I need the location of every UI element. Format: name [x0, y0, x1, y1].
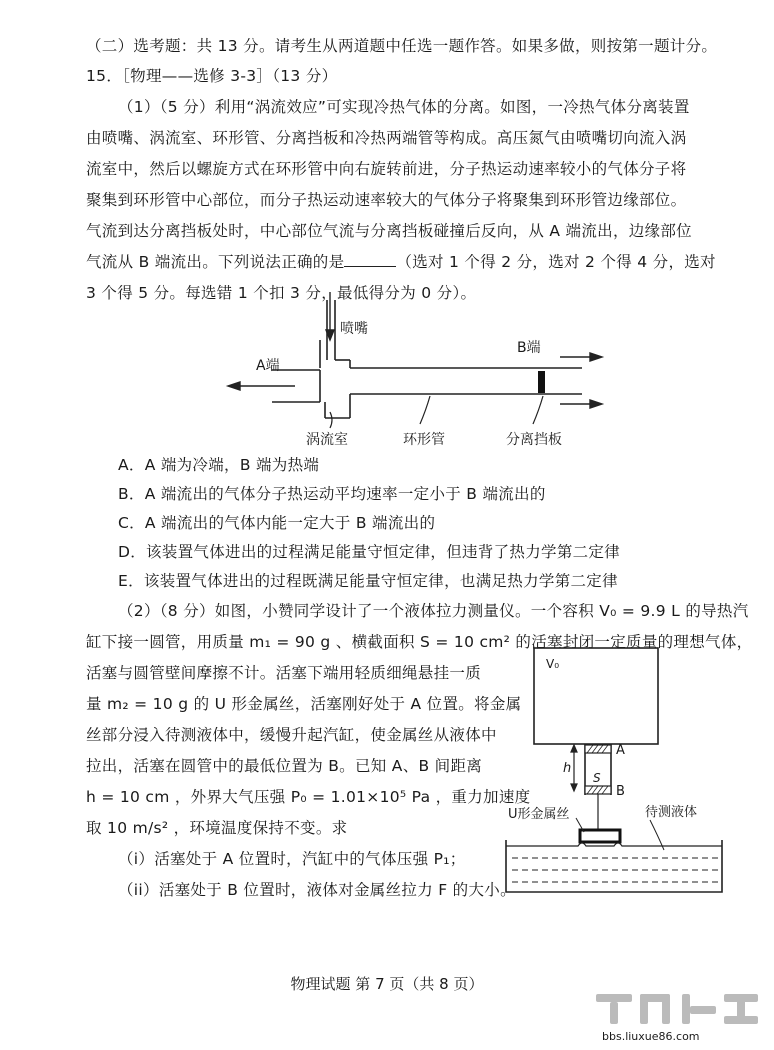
label-s: S — [593, 771, 601, 785]
page-footer: 物理试题 第 7 页（共 8 页） — [290, 975, 484, 993]
part2-line-6: 拉出，活塞在圆管中的最低位置为 B。已知 A、B 间距离 — [86, 757, 483, 775]
option-d: D．该装置气体进出的过程满足能量守恒定律，但违背了热力学第二定律 — [118, 543, 621, 561]
part1-line-3: 流室中，然后以螺旋方式在环形管中向右旋转前进，分子热运动速率较小的气体分子将 — [86, 160, 687, 178]
part1-line-6-b: （选对 1 个得 2 分，选对 2 个得 4 分，选对 — [396, 253, 716, 271]
part1-line-6-a: 气流从 B 端流出。下列说法正确的是 — [86, 253, 345, 271]
label-h: h — [563, 761, 572, 776]
label-a-end: A端 — [256, 358, 280, 374]
part1-line-1: （1）（5 分）利用“涡流效应”可实现冷热气体的分离。如图，一冷热气体分离装置 — [118, 98, 690, 116]
question-title: 15．［物理——选修 3-3］（13 分） — [86, 67, 338, 85]
watermark-url: bbs.liuxue86.com — [602, 1030, 700, 1043]
part2-line-2: 缸下接一圆管，用质量 m₁ = 90 g 、横截面积 S = 10 cm² 的活塞封闭一定质量的理想气体， — [86, 633, 753, 651]
option-c: C．A 端流出的气体内能一定大于 B 端流出的 — [118, 514, 436, 532]
part1-line-5: 气流到达分离挡板处时，中心部位气流与分离挡板碰撞后反向，从 A 端流出，边缘部位 — [86, 222, 692, 240]
part1-line-2: 由喷嘴、涡流室、环形管、分离挡板和冷热两端管等构成。高压氮气由喷嘴切向流入涡 — [86, 129, 687, 147]
part2-sub-1: （i）活塞处于 A 位置时，汽缸中的气体压强 P₁； — [118, 850, 466, 868]
part1-line-4: 聚集到环形管中心部位，而分子热运动速率较大的气体分子将聚集到环形管边缘部位。 — [86, 191, 687, 209]
label-liquid: 待测液体 — [645, 805, 698, 820]
label-baffle: 分离挡板 — [506, 432, 562, 448]
label-a: A — [616, 743, 625, 758]
section-heading: （二）选考题：共 13 分。请考生从两道题中任选一题作答。如果多做，则按第一题计分。 — [86, 37, 718, 55]
label-v0: V₀ — [546, 657, 560, 671]
part1-line-7: 3 个得 5 分。每选错 1 个扣 3 分，最低得分为 0 分）。 — [86, 284, 477, 302]
part2-line-3: 活塞与圆管壁间摩擦不计。活塞下端用轻质细绳悬挂一质 — [86, 664, 482, 682]
label-vortex-chamber: 涡流室 — [306, 432, 348, 448]
part2-sub-2: （ii）活塞处于 B 位置时，液体对金属丝拉力 F 的大小。 — [118, 881, 516, 899]
label-u-wire: U形金属丝 — [508, 807, 570, 822]
option-e: E．该装置气体进出的过程既满足能量守恒定律，也满足热力学第二定律 — [118, 572, 618, 590]
option-b: B．A 端流出的气体分子热运动平均速率一定小于 B 端流出的 — [118, 485, 546, 503]
watermark-logo — [592, 988, 762, 1046]
part2-line-7: h = 10 cm ，外界大气压强 P₀ = 1.01×10⁵ Pa ，重力加速度 — [86, 788, 531, 806]
part2-line-8: 取 10 m/s² ，环境温度保持不变。求 — [86, 819, 348, 837]
label-b-end: B端 — [517, 340, 541, 356]
label-ring-tube: 环形管 — [403, 432, 445, 448]
label-b: B — [616, 784, 625, 799]
part2-line-5: 丝部分浸入待测液体中，缓慢升起汽缸，使金属丝从液体中 — [86, 726, 497, 744]
label-nozzle: 喷嘴 — [340, 321, 368, 337]
option-a: A．A 端为冷端，B 端为热端 — [118, 456, 320, 474]
part2-line-1: （2）（8 分）如图，小赞同学设计了一个液体拉力测量仪。一个容积 V₀ = 9.9 L 的导热汽 — [118, 602, 749, 620]
part2-line-4: 量 m₂ = 10 g 的 U 形金属丝，活塞刚好处于 A 位置。将金属 — [86, 695, 522, 713]
